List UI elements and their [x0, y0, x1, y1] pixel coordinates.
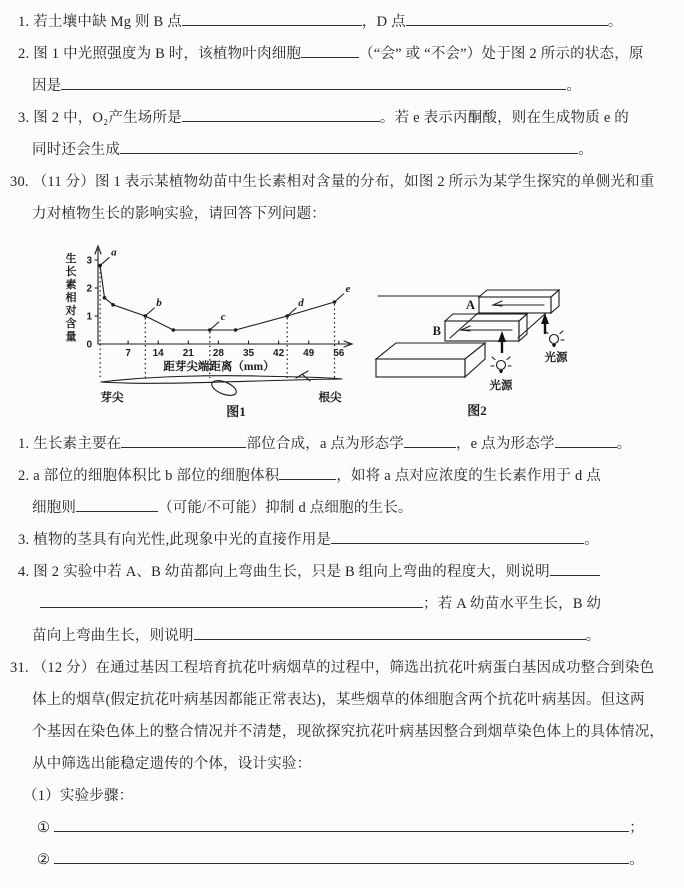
item-number: 1. — [18, 14, 30, 30]
text-segment: 。 — [616, 436, 632, 452]
light-source-label-b: 光源 — [489, 380, 513, 392]
text-segment: （“会” 或 “不会”）处于图 2 所示的状态，原 — [359, 46, 644, 62]
svg-text:生: 生 — [65, 253, 77, 265]
figures-row — [0, 232, 684, 428]
box-b-label: B — [432, 324, 441, 338]
svg-text:c: c — [220, 311, 226, 323]
seedling-a-icon — [493, 301, 544, 306]
q29-item2-line1 — [18, 38, 684, 70]
svg-text:14: 14 — [152, 348, 164, 359]
q31-stem-line3 — [32, 716, 684, 748]
answer-blank — [194, 625, 586, 640]
box-a-label: A — [465, 298, 475, 312]
answer-blank — [279, 465, 336, 480]
svg-text:0: 0 — [86, 339, 92, 351]
svg-text:2: 2 — [86, 283, 92, 295]
svg-text:b: b — [156, 297, 162, 309]
q31-stem-line1 — [10, 652, 684, 684]
text-segment: 力对植物生长的影响实验，请回答下列问题： — [32, 206, 326, 222]
answer-blank — [301, 43, 359, 58]
text-segment: 个基因在染色体上的整合情况并不清楚，现欲探究抗花叶病基因整合到烟草染色体上的具体情况， — [32, 724, 665, 740]
svg-text:d: d — [298, 297, 304, 309]
svg-text:相: 相 — [65, 292, 77, 304]
step-number: ② — [37, 852, 51, 868]
q30-stem-line1 — [10, 166, 684, 198]
q30-item3-line — [18, 524, 684, 556]
text-segment: 部位合成，a 点为形态学 — [246, 436, 404, 452]
answer-blank — [54, 849, 629, 864]
svg-text:3: 3 — [86, 255, 92, 267]
step-number: ① — [37, 820, 51, 836]
text-segment: 。 — [629, 852, 644, 868]
item-number: 3. — [18, 110, 30, 126]
text-segment: 若土壤中缺 Mg 则 B 点 — [33, 14, 182, 30]
svg-text:35: 35 — [242, 348, 255, 359]
base-slab — [376, 343, 485, 377]
text-segment: 同时还会生成 — [32, 142, 121, 158]
answer-blank — [54, 817, 629, 832]
svg-text:量: 量 — [65, 331, 77, 343]
text-segment: 图 1 中光照强度为 B 时，该植物叶肉细胞 — [33, 46, 302, 62]
svg-text:7: 7 — [125, 348, 131, 359]
q31-step2-line — [37, 844, 684, 876]
svg-text:距芽尖端距离（mm）: 距芽尖端距离（mm） — [163, 361, 275, 373]
question-number: 31. — [10, 660, 29, 676]
svg-text:根尖: 根尖 — [318, 392, 342, 404]
text-segment: （12 分）在通过基因工程培育抗花叶病烟草的过程中，筛选出抗花叶病蛋白基因成功整合到染色 — [32, 660, 655, 676]
answer-blank — [406, 11, 608, 26]
light-source-label-a: 光源 — [544, 352, 568, 364]
svg-text:56: 56 — [333, 348, 345, 359]
q31-step1-line — [37, 812, 684, 844]
q31-sub1-line — [23, 780, 684, 812]
svg-text:a: a — [111, 246, 117, 259]
box-a — [479, 290, 559, 313]
q30-item4-line1 — [18, 556, 684, 588]
q30-item2-line1 — [18, 460, 684, 492]
svg-text:49: 49 — [303, 348, 315, 359]
text-segment: 。 — [607, 14, 623, 30]
light-bulb-a-icon — [545, 331, 564, 347]
light-arrow-b — [498, 331, 506, 353]
item-number: 1. — [18, 436, 30, 452]
svg-text:42: 42 — [273, 348, 285, 359]
text-segment: 因是 — [32, 78, 62, 94]
q29-item3-line1 — [18, 102, 684, 134]
figure2-caption: 图2 — [467, 403, 487, 418]
text-segment: 。 — [584, 532, 599, 548]
q29-item2-line2 — [32, 70, 684, 102]
svg-text:图1: 图1 — [226, 404, 246, 419]
svg-text:芽尖: 芽尖 — [100, 392, 124, 404]
text-segment: a 部位的细胞体积比 b 部位的细胞体积 — [33, 468, 280, 484]
text-segment: 。 — [566, 78, 582, 94]
answer-blank — [550, 561, 600, 576]
text-segment: ，如将 a 点对应浓度的生长素作用于 d 点 — [336, 468, 601, 484]
answer-blank — [182, 11, 362, 26]
text-segment: 。 — [578, 142, 593, 158]
item-number: 4. — [18, 564, 30, 580]
answer-blank — [182, 107, 380, 122]
svg-text:长: 长 — [65, 266, 77, 278]
svg-text:21: 21 — [182, 348, 194, 359]
box-b — [445, 314, 527, 341]
q31-stem-line4 — [32, 748, 684, 780]
item-number: 2. — [18, 468, 30, 484]
svg-text:含: 含 — [65, 318, 77, 330]
answer-blank — [76, 497, 158, 512]
svg-text:28: 28 — [212, 348, 224, 359]
text-segment: （可能/不可能）抑制 d 点细胞的生长。 — [158, 500, 413, 516]
text-segment: ； — [629, 820, 644, 836]
answer-blank — [120, 139, 578, 154]
item-number: 2. — [18, 46, 30, 62]
figure1-chart — [56, 232, 364, 420]
item-number: 3. — [18, 532, 30, 548]
answer-blank — [331, 529, 584, 544]
svg-text:1: 1 — [86, 311, 92, 323]
answer-blank — [555, 433, 617, 448]
text-segment: （1）实验步骤： — [23, 788, 134, 804]
text-segment: 。若 e 表示丙酮酸，则在生成物质 e 的 — [379, 110, 629, 126]
text-segment: 生长素主要在 — [33, 436, 122, 452]
answer-blank — [61, 75, 566, 90]
q30-item4-line3 — [32, 620, 684, 652]
q29-item3-line2 — [32, 134, 684, 166]
text-segment: 苗向上弯曲生长，则说明 — [32, 628, 194, 644]
text-segment: 从中筛选出能稳定遗传的个体，设计实验： — [32, 756, 312, 772]
shelf-perspective-lines — [450, 313, 546, 338]
text-segment: 细胞则 — [32, 500, 77, 516]
q30-item2-line2 — [32, 492, 684, 524]
q30-stem-line2 — [32, 198, 684, 230]
text-segment: ；若 A 幼苗水平生长，B 幼 — [423, 596, 602, 612]
text-segment: 图 2 中，O₂产生场所是 — [33, 110, 182, 126]
svg-text:素: 素 — [65, 279, 77, 291]
figure2-diagram — [374, 246, 659, 421]
answer-blank — [40, 593, 423, 608]
text-segment: 。 — [585, 628, 601, 644]
text-segment: 植物的茎具有向光性,此现象中光的直接作用是 — [33, 532, 332, 548]
svg-text:e: e — [345, 283, 351, 295]
text-segment: ，e 点为形态学 — [455, 436, 555, 452]
text-segment: 图 2 实验中若 A、B 幼苗都向上弯曲生长，只是 B 组向上弯曲的程度大，则说明 — [33, 564, 550, 580]
svg-text:对: 对 — [65, 305, 77, 317]
q30-item1-line — [18, 428, 684, 460]
text-segment: （11 分）图 1 表示某植物幼苗中生长素相对含量的分布，如图 2 所示为某学生探究的单侧光和重 — [32, 174, 655, 190]
q31-stem-line2 — [32, 684, 684, 716]
answer-blank — [121, 433, 246, 448]
question-number: 30. — [10, 174, 29, 190]
q30-item4-line2 — [40, 588, 684, 620]
text-segment: ，D 点 — [361, 14, 406, 30]
answer-blank — [404, 433, 456, 448]
light-bulb-b-icon — [491, 357, 511, 373]
seedling-b-icon — [461, 326, 512, 331]
q29-item1-line — [18, 6, 684, 38]
text-segment: 体上的烟草(假定抗花叶病基因都能正常表达)，某些烟草的体细胞含两个抗花叶病基因。但这两 — [32, 692, 645, 708]
